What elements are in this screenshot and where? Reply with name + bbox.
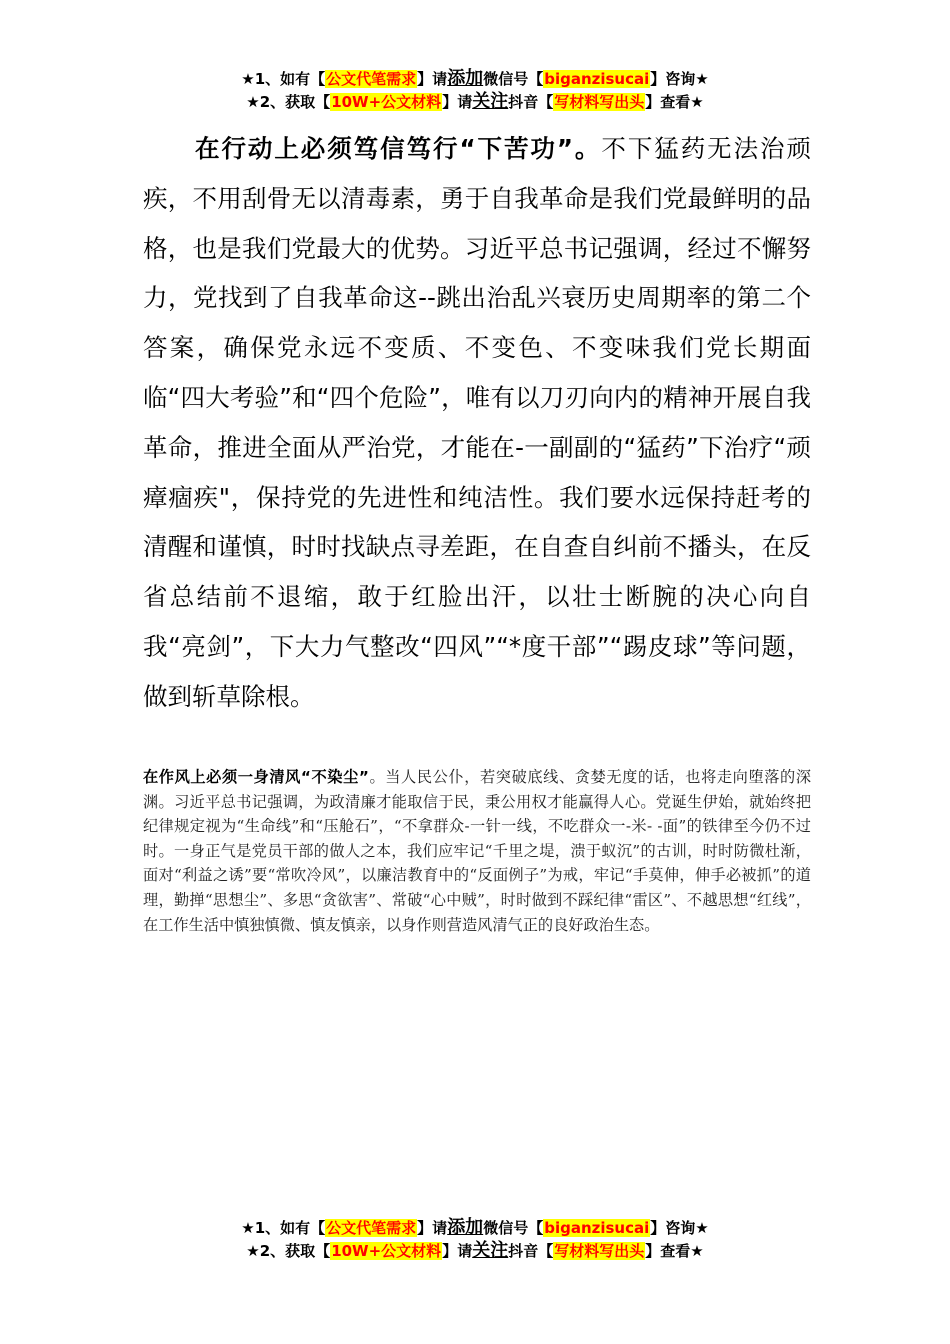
footer-banner <box>0 1217 950 1263</box>
footer-line-1: ★1、如有【公文代笔需求】请添加微信号【biganzisucai】咨询★ <box>241 1217 709 1238</box>
paragraph-action-body: 不下猛药无法治顽疾，不用刮骨无以清毒素，勇于自我革命是我们党最鲜明的品格，也是我们党最大的优势。习近平总书记强调，经过不懈努力，党找到了自我革命这--跳出治乱兴衰历史周期率的第二个答案，确保党永远不变质、不变色、不变味我们党长期面临“四大考验”和“四个危险”，唯有以刀刃向内的精神开展自我革命，推进全面从严治党，才能在-一副副的“猛药”下治疗“顽瘴痼疾"，保持党的先进性和纯洁性。我们要水远保持赶考的清醒和谨慎，时时找缺点寻差距，在自查自纠前不播头，在反省总结前不退缩，敢于红脸出汗，以壮士断腕的决心向自我“亮剑”，下大力气整改“四风”“*度干部”“踢皮球”等问题，做到斩草除根。 <box>143 134 812 711</box>
paragraph-style <box>143 765 811 937</box>
douyin-id-highlight: 写材料写出头 <box>554 1242 645 1260</box>
add-emphasis: 添加 <box>447 1217 484 1238</box>
materials-highlight: 10W+公文材料 <box>331 93 442 111</box>
materials-highlight: 10W+公文材料 <box>331 1242 442 1260</box>
service-highlight: 公文代笔需求 <box>326 70 417 88</box>
service-highlight: 公文代笔需求 <box>326 1219 417 1237</box>
wechat-id-highlight: biganzisucai <box>544 70 650 88</box>
paragraph-style-heading: 在作风上必须一身清风“不染尘” <box>143 768 369 786</box>
wechat-id-highlight: biganzisucai <box>544 1219 650 1237</box>
paragraph-style-body: 。当人民公仆，若突破底线、贪婪无度的话，也将走向堕落的深渊。习近平总书记强调，为政清廉才能取信于民，秉公用权才能赢得人心。党诞生伊始，就始终把纪律规定视为“生命线”和“压舱石”，“不拿群众-一针一线，不吃群众一-米- -面”的铁律至今仍不过时。一身正气是党员干部的做人之本，我们应牢记“千里之堤，溃于蚁沉”的古训，时时防微杜渐，面对“利益之诱”要“常吹冷风”，以廉洁教育中的“反面例子”为戒，牢记“手莫伸，伸手必被抓”的道理，勤掸“思想尘”、多思“贪欲害”、常破“心中贼”，时时做到不踩纪律“雷区”、不越思想“红线”，在工作生活中慎独慎微、慎友慎亲，以身作则营造风清气正的良好政治生态。 <box>143 768 812 934</box>
follow-emphasis: 关注 <box>472 1240 509 1261</box>
douyin-id-highlight: 写材料写出头 <box>554 93 645 111</box>
footer-line-2: ★2、获取【10W+公文材料】请关注抖音【写材料写出头】查看★ <box>246 1240 704 1261</box>
follow-emphasis: 关注 <box>472 91 509 112</box>
header-line-2: ★2、获取【10W+公文材料】请关注抖音【写材料写出头】查看★ <box>246 91 704 112</box>
paragraph-action <box>143 124 811 722</box>
add-emphasis: 添加 <box>447 68 484 89</box>
header-line-1: ★1、如有【公文代笔需求】请添加微信号【biganzisucai】咨询★ <box>241 68 709 89</box>
paragraph-action-heading: 在行动上必须笃信笃行“下苦功”。 <box>195 134 602 163</box>
header-banner <box>0 68 950 114</box>
